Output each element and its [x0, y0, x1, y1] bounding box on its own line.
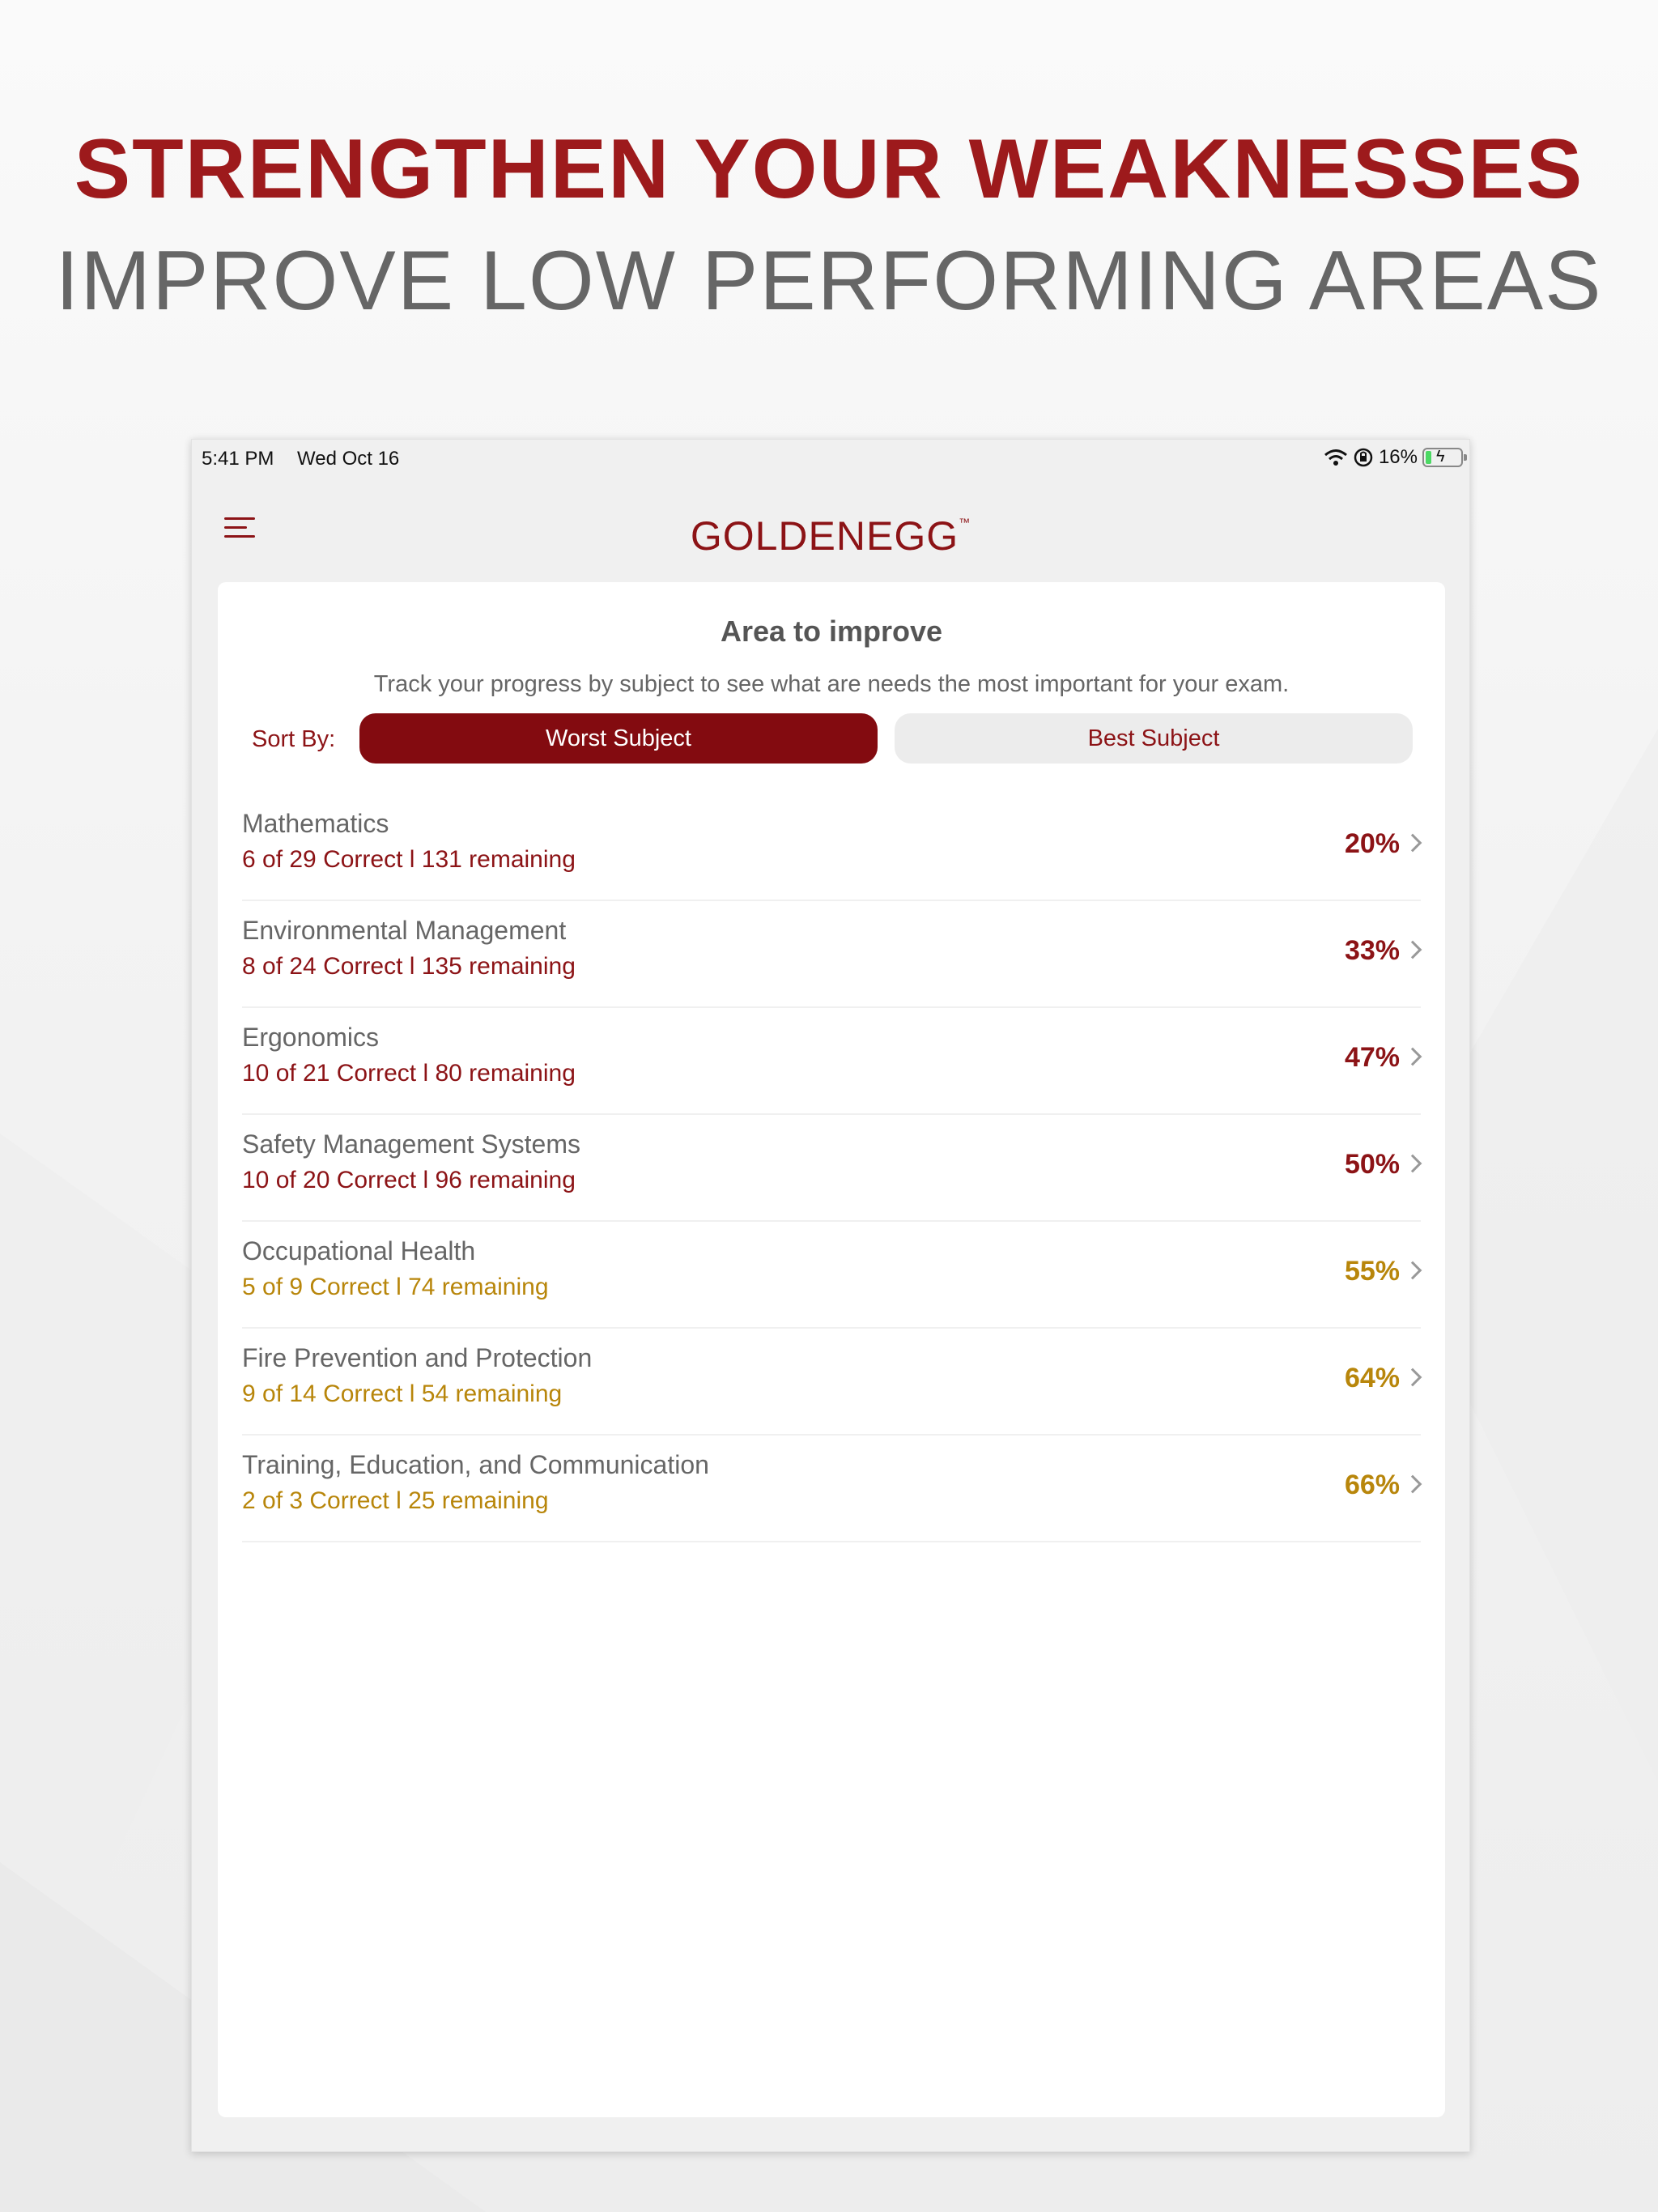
- subject-name: Safety Management Systems: [242, 1129, 580, 1159]
- battery-level: [1426, 451, 1431, 464]
- charging-bolt-icon: ϟ: [1436, 448, 1445, 466]
- subject-detail: 2 of 3 Correct l 25 remaining: [242, 1487, 549, 1514]
- subject-percent: 47%: [1344, 1042, 1400, 1073]
- golden-egg-logo: [192, 513, 1469, 559]
- status-indicators: [1324, 446, 1463, 469]
- status-time: 5:41 PM: [202, 448, 274, 470]
- chevron-right-icon: [1404, 1261, 1422, 1280]
- orientation-lock-icon: [1353, 447, 1374, 468]
- chevron-right-icon: [1404, 1475, 1422, 1494]
- subject-detail: 6 of 29 Correct l 131 remaining: [242, 846, 576, 873]
- subject-name: Mathematics: [242, 809, 389, 838]
- chevron-right-icon: [1404, 834, 1422, 853]
- subject-percent: 66%: [1344, 1470, 1400, 1500]
- card-title: Area to improve: [720, 615, 943, 648]
- app-header: [192, 477, 1469, 582]
- wifi-icon: [1324, 448, 1348, 467]
- area-to-improve-card: [218, 582, 1445, 2117]
- promo-subheadline: IMPROVE LOW PERFORMING AREAS: [55, 234, 1603, 328]
- promo-headline: STRENGTHEN YOUR WEAKNESSES: [74, 122, 1584, 216]
- subject-detail: 8 of 24 Correct l 135 remaining: [242, 953, 576, 980]
- chevron-right-icon: [1404, 1155, 1422, 1173]
- subject-percent: 20%: [1344, 828, 1400, 859]
- logo-text: GOLDENEGG: [690, 513, 959, 559]
- subject-detail: 10 of 20 Correct l 96 remaining: [242, 1167, 576, 1193]
- subject-percent: 64%: [1344, 1363, 1400, 1393]
- subject-detail: 9 of 14 Correct l 54 remaining: [242, 1380, 563, 1407]
- subject-row-occupational-health[interactable]: [242, 1222, 1421, 1329]
- subject-row-mathematics[interactable]: [242, 794, 1421, 901]
- chevron-right-icon: [1404, 941, 1422, 959]
- battery-icon: [1422, 448, 1463, 467]
- status-date: Wed Oct 16: [297, 448, 400, 470]
- subject-percent: 50%: [1344, 1149, 1400, 1180]
- subject-name: Environmental Management: [242, 916, 567, 945]
- subject-row-training-education[interactable]: [242, 1436, 1421, 1542]
- subject-list: [242, 794, 1421, 1542]
- subject-row-ergonomics[interactable]: [242, 1008, 1421, 1115]
- subject-name: Training, Education, and Communication: [242, 1450, 709, 1479]
- chevron-right-icon: [1404, 1368, 1422, 1387]
- status-bar: [192, 440, 1469, 477]
- subject-name: Occupational Health: [242, 1236, 476, 1266]
- subject-row-safety-management-systems[interactable]: [242, 1115, 1421, 1222]
- subject-row-environmental-management[interactable]: [242, 901, 1421, 1008]
- subject-percent: 33%: [1344, 935, 1400, 966]
- subject-percent: 55%: [1344, 1256, 1400, 1287]
- sort-worst-subject-button[interactable]: Worst Subject: [359, 713, 878, 764]
- subject-name: Fire Prevention and Protection: [242, 1343, 593, 1372]
- sort-by-label: Sort By:: [252, 726, 336, 752]
- subject-detail: 10 of 21 Correct l 80 remaining: [242, 1060, 576, 1087]
- card-subtitle: Track your progress by subject to see what are needs the most important for your exam.: [373, 671, 1290, 697]
- subject-name: Ergonomics: [242, 1023, 379, 1052]
- tablet-screen: [191, 439, 1470, 2152]
- sort-best-subject-button[interactable]: Best Subject: [895, 713, 1413, 764]
- battery-percent: 16%: [1378, 446, 1418, 468]
- subject-row-fire-prevention[interactable]: [242, 1329, 1421, 1436]
- logo-trademark: ™: [959, 516, 971, 529]
- chevron-right-icon: [1404, 1048, 1422, 1066]
- subject-detail: 5 of 9 Correct l 74 remaining: [242, 1274, 549, 1300]
